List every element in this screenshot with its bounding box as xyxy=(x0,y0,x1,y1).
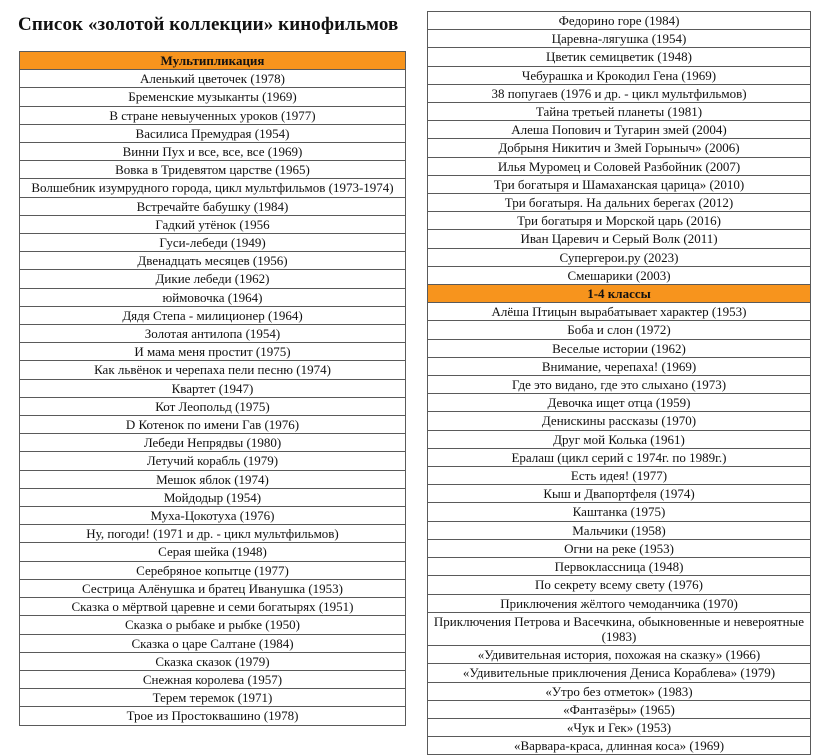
film-title-cell: Двенадцать месяцев (1956) xyxy=(20,252,406,270)
film-title-cell: «Чук и Гек» (1953) xyxy=(428,718,811,736)
table-row xyxy=(428,266,811,284)
film-title-cell: Ералаш (цикл серий с 1974г. по 1989г.) xyxy=(428,448,811,466)
table-row xyxy=(20,88,406,106)
film-title-cell: Бременские музыканты (1969) xyxy=(20,88,406,106)
table-row xyxy=(428,700,811,718)
film-title-cell: По секрету всему свету (1976) xyxy=(428,576,811,594)
film-title-cell: «Удивительные приключения Дениса Кораблева» (1979) xyxy=(428,664,811,682)
table-row xyxy=(428,212,811,230)
film-title-cell: Волшебник изумрудного города, цикл мультфильмов (1973-1974) xyxy=(20,179,406,197)
table-row xyxy=(20,179,406,197)
table-row xyxy=(428,376,811,394)
film-title-cell: Где это видано, где это слыхано (1973) xyxy=(428,376,811,394)
film-title-cell: Цветик семицветик (1948) xyxy=(428,48,811,66)
table-row xyxy=(20,434,406,452)
film-title-cell: Мойдодыр (1954) xyxy=(20,488,406,506)
table-row xyxy=(20,234,406,252)
table-row xyxy=(20,689,406,707)
film-title-cell: Снежная королева (1957) xyxy=(20,670,406,688)
table-row xyxy=(20,361,406,379)
table-row xyxy=(20,343,406,361)
film-title-cell: Иван Царевич и Серый Волк (2011) xyxy=(428,230,811,248)
table-row xyxy=(428,84,811,102)
section-header-animation-label: Мультипликация xyxy=(20,52,406,70)
table-row xyxy=(428,30,811,48)
table-row xyxy=(20,124,406,142)
film-title-cell: Супергерои.ру (2023) xyxy=(428,248,811,266)
page-title: Список «золотой коллекции» кинофильмов xyxy=(18,14,399,35)
table-row xyxy=(428,121,811,139)
film-title-cell: «Фантазёры» (1965) xyxy=(428,700,811,718)
table-row xyxy=(428,303,811,321)
film-title-cell: D Котенок по имени Гав (1976) xyxy=(20,416,406,434)
right-film-table xyxy=(427,11,811,755)
film-title-cell: Сказка о мёртвой царевне и семи богатырях (1951) xyxy=(20,598,406,616)
table-row xyxy=(20,416,406,434)
film-title-cell: Серая шейка (1948) xyxy=(20,543,406,561)
film-title-cell: юймовочка (1964) xyxy=(20,288,406,306)
film-title-cell: Муха-Цокотуха (1976) xyxy=(20,507,406,525)
film-title-cell: Три богатыря. На дальних берегах (2012) xyxy=(428,194,811,212)
film-title-cell: Как львёнок и черепаха пели песню (1974) xyxy=(20,361,406,379)
film-title-cell: Добрыня Никитич и Змей Горыныч» (2006) xyxy=(428,139,811,157)
table-row xyxy=(20,634,406,652)
film-title-cell: Тайна третьей планеты (1981) xyxy=(428,103,811,121)
table-row xyxy=(428,558,811,576)
table-row xyxy=(428,539,811,557)
table-row xyxy=(20,161,406,179)
film-title-cell: Василиса Премудрая (1954) xyxy=(20,124,406,142)
film-title-cell: И мама меня простит (1975) xyxy=(20,343,406,361)
table-row xyxy=(428,521,811,539)
film-title-cell: Серебряное копытце (1977) xyxy=(20,561,406,579)
film-title-cell: Алёша Птицын вырабатывает характер (1953) xyxy=(428,303,811,321)
table-row xyxy=(428,485,811,503)
film-title-cell: Сказка о царе Салтане (1984) xyxy=(20,634,406,652)
film-title-cell: Царевна-лягушка (1954) xyxy=(428,30,811,48)
table-row xyxy=(428,594,811,612)
table-row xyxy=(428,194,811,212)
table-row xyxy=(428,230,811,248)
film-title-cell: Дикие лебеди (1962) xyxy=(20,270,406,288)
film-title-cell: Винни Пух и все, все, все (1969) xyxy=(20,143,406,161)
film-title-cell: Первоклассница (1948) xyxy=(428,558,811,576)
table-row xyxy=(428,737,811,755)
table-row xyxy=(428,576,811,594)
film-title-cell: Вовка в Тридевятом царстве (1965) xyxy=(20,161,406,179)
table-row xyxy=(20,652,406,670)
film-title-cell: Приключения жёлтого чемоданчика (1970) xyxy=(428,594,811,612)
film-title-cell: Сестрица Алёнушка и братец Иванушка (1953) xyxy=(20,579,406,597)
film-title-cell: Денискины рассказы (1970) xyxy=(428,412,811,430)
film-title-cell: Ну, погоди! (1971 и др. - цикл мультфильмов) xyxy=(20,525,406,543)
film-title-cell: Сказка сказок (1979) xyxy=(20,652,406,670)
film-title-cell: Квартет (1947) xyxy=(20,379,406,397)
table-row xyxy=(428,157,811,175)
table-row xyxy=(428,357,811,375)
film-title-cell: Три богатыря и Шамаханская царица» (2010) xyxy=(428,175,811,193)
table-row xyxy=(428,139,811,157)
table-row xyxy=(20,306,406,324)
table-row xyxy=(20,598,406,616)
film-title-cell: Дядя Степа - милиционер (1964) xyxy=(20,306,406,324)
table-row xyxy=(20,470,406,488)
table-row xyxy=(428,430,811,448)
table-row xyxy=(428,175,811,193)
film-title-cell: Золотая антилопа (1954) xyxy=(20,325,406,343)
table-row xyxy=(428,682,811,700)
film-title-cell: В стране невыученных уроков (1977) xyxy=(20,106,406,124)
table-row xyxy=(428,248,811,266)
table-row xyxy=(20,397,406,415)
film-title-cell: Огни на реке (1953) xyxy=(428,539,811,557)
table-row xyxy=(20,252,406,270)
left-film-table xyxy=(19,51,406,726)
film-title-cell: Гуси-лебеди (1949) xyxy=(20,234,406,252)
table-row xyxy=(20,507,406,525)
film-title-cell: Летучий корабль (1979) xyxy=(20,452,406,470)
table-row xyxy=(428,12,811,30)
film-title-cell: Есть идея! (1977) xyxy=(428,467,811,485)
table-row xyxy=(428,646,811,664)
table-row xyxy=(428,394,811,412)
film-title-cell: Кыш и Двапортфеля (1974) xyxy=(428,485,811,503)
table-row xyxy=(428,448,811,466)
table-row xyxy=(428,412,811,430)
table-row xyxy=(428,718,811,736)
table-row xyxy=(20,579,406,597)
table-row xyxy=(428,103,811,121)
film-title-cell: Алеша Попович и Тугарин змей (2004) xyxy=(428,121,811,139)
table-row xyxy=(20,543,406,561)
film-title-cell: Боба и слон (1972) xyxy=(428,321,811,339)
film-title-cell: Гадкий утёнок (1956 xyxy=(20,215,406,233)
film-title-cell: Аленький цветочек (1978) xyxy=(20,70,406,88)
film-title-cell: 38 попугаев (1976 и др. - цикл мультфильмов) xyxy=(428,84,811,102)
film-title-cell: Друг мой Колька (1961) xyxy=(428,430,811,448)
table-row xyxy=(20,379,406,397)
film-title-cell: Кот Леопольд (1975) xyxy=(20,397,406,415)
table-row xyxy=(428,66,811,84)
table-row xyxy=(428,612,811,645)
table-row xyxy=(20,325,406,343)
table-row xyxy=(20,488,406,506)
table-row xyxy=(20,215,406,233)
table-row xyxy=(428,48,811,66)
table-row xyxy=(20,143,406,161)
film-title-cell: «Удивительная история, похожая на сказку» (1966) xyxy=(428,646,811,664)
film-title-cell: Терем теремок (1971) xyxy=(20,689,406,707)
table-row xyxy=(20,707,406,725)
table-row xyxy=(20,270,406,288)
film-title-cell: «Варвара-краса, длинная коса» (1969) xyxy=(428,737,811,755)
film-title-cell: Приключения Петрова и Васечкина, обыкновенные и невероятные (1983) xyxy=(428,612,811,645)
film-title-cell: Смешарики (2003) xyxy=(428,266,811,284)
film-title-cell: Мешок яблок (1974) xyxy=(20,470,406,488)
film-title-cell: Каштанка (1975) xyxy=(428,503,811,521)
section-header-grades-1-4-label: 1-4 классы xyxy=(428,285,811,303)
film-title-cell: Чебурашка и Крокодил Гена (1969) xyxy=(428,66,811,84)
table-row xyxy=(428,664,811,682)
film-title-cell: Лебеди Непрядвы (1980) xyxy=(20,434,406,452)
film-title-cell: Трое из Простоквашино (1978) xyxy=(20,707,406,725)
table-row xyxy=(20,525,406,543)
section-header-grades-1-4 xyxy=(428,285,811,303)
film-title-cell: Илья Муромец и Соловей Разбойник (2007) xyxy=(428,157,811,175)
film-title-cell: «Утро без отметок» (1983) xyxy=(428,682,811,700)
table-row xyxy=(20,288,406,306)
film-title-cell: Сказка о рыбаке и рыбке (1950) xyxy=(20,616,406,634)
table-row xyxy=(428,503,811,521)
film-title-cell: Встречайте бабушку (1984) xyxy=(20,197,406,215)
film-title-cell: Федорино горе (1984) xyxy=(428,12,811,30)
film-title-cell: Внимание, черепаха! (1969) xyxy=(428,357,811,375)
film-title-cell: Мальчики (1958) xyxy=(428,521,811,539)
table-row xyxy=(20,197,406,215)
film-title-cell: Девочка ищет отца (1959) xyxy=(428,394,811,412)
section-header-animation xyxy=(20,52,406,70)
table-row xyxy=(428,339,811,357)
film-title-cell: Три богатыря и Морской царь (2016) xyxy=(428,212,811,230)
table-row xyxy=(20,70,406,88)
table-row xyxy=(428,467,811,485)
film-title-cell: Веселые истории (1962) xyxy=(428,339,811,357)
table-row xyxy=(428,321,811,339)
table-row xyxy=(20,452,406,470)
table-row xyxy=(20,616,406,634)
table-row xyxy=(20,106,406,124)
table-row xyxy=(20,670,406,688)
table-row xyxy=(20,561,406,579)
